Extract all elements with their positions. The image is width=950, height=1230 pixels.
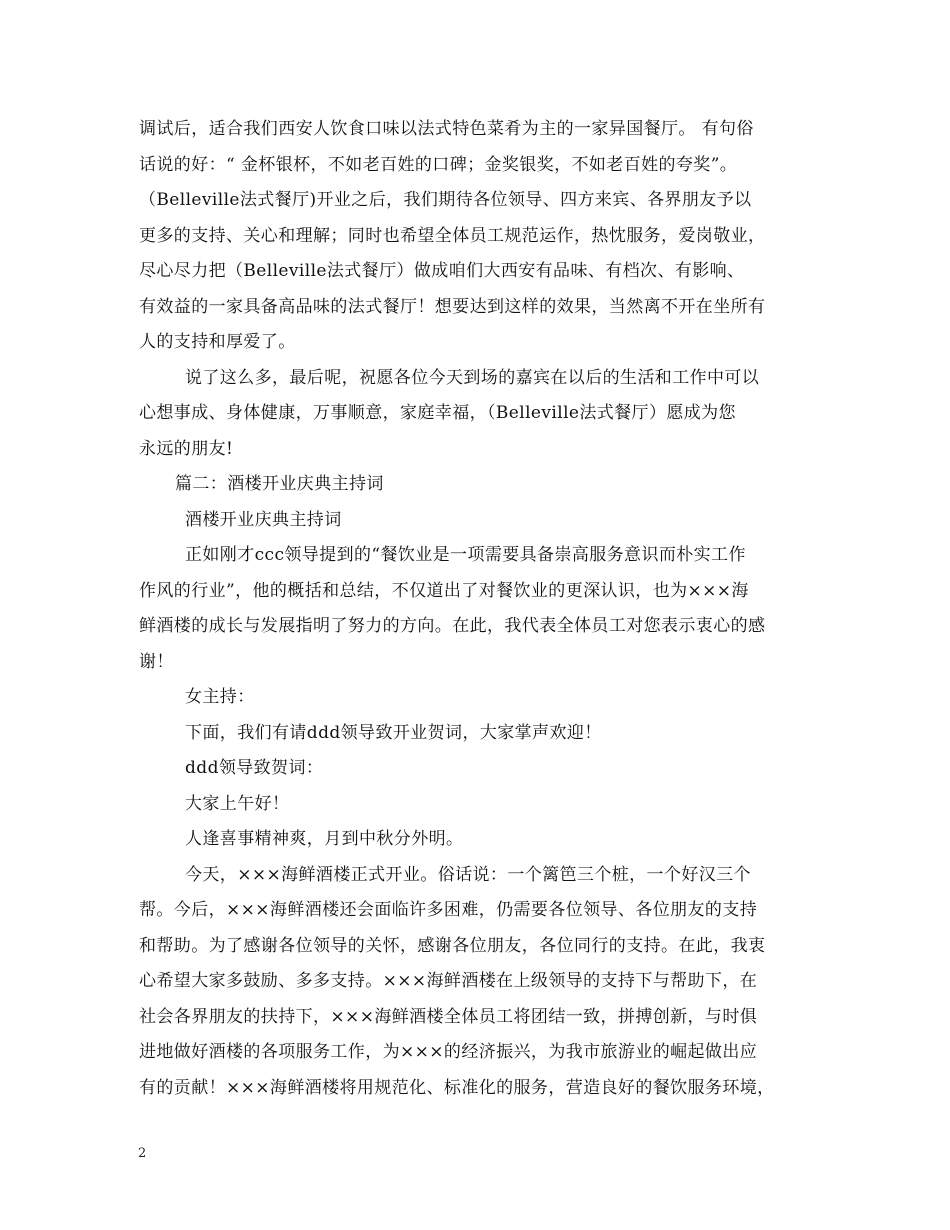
text-line: 有的贡献！×××海鲜酒楼将用规范化、标准化的服务，营造良好的餐饮服务环境， bbox=[139, 1077, 775, 1098]
subsection-heading: 酒楼开业庆典主持词 bbox=[185, 509, 342, 530]
speaker-label: ddd领导致贺词： bbox=[185, 758, 324, 778]
text-line: 心想事成、身体健康，万事顺意，家庭幸福，（Belleville法式餐厅）愿成为您 bbox=[139, 403, 736, 423]
speaker-label: 女主持： bbox=[185, 687, 255, 707]
document-body bbox=[139, 112, 819, 1106]
text-line: 进地做好酒楼的各项服务工作，为×××的经济振兴，为我市旅游业的崛起做出应 bbox=[139, 1042, 758, 1062]
text-line: 作风的行业”，他的概括和总结，不仅道出了对餐饮业的更深认识，也为×××海 bbox=[139, 580, 749, 601]
text-line: 鲜酒楼的成长与发展指明了努力的方向。在此，我代表全体员工对您表示衷心的感 bbox=[139, 616, 766, 636]
text-line: （Belleville法式餐厅)开业之后，我们期待各位领导、四方来宾、各界朋友予以 bbox=[139, 190, 752, 210]
text-line: 话说的好：“ 金杯银杯，不如老百姓的口碑；金奖银奖，不如老百姓的夸奖”。 bbox=[139, 154, 738, 175]
text-line: 正如刚才ccc领导提到的“餐饮业是一项需要具备崇高服务意识而朴实工作 bbox=[185, 545, 746, 565]
text-line: 大家上午好！ bbox=[185, 793, 290, 814]
section-heading: 篇二：酒楼开业庆典主持词 bbox=[175, 474, 384, 494]
text-line: 帮。今后，×××海鲜酒楼还会面临许多困难，仍需要各位领导、各位朋友的支持 bbox=[139, 900, 758, 920]
text-line: 说了这么多，最后呢，祝愿各位今天到场的嘉宾在以后的生活和工作中可以 bbox=[185, 367, 760, 388]
text-line: 今天，×××海鲜酒楼正式开业。俗话说：一个篱笆三个桩，一个好汉三个 bbox=[185, 864, 751, 885]
text-line: 心希望大家多鼓励、多多支持。×××海鲜酒楼在上级领导的支持下与帮助下，在 bbox=[139, 971, 758, 991]
text-line: 下面，我们有请ddd领导致开业贺词，大家掌声欢迎！ bbox=[185, 722, 602, 743]
page-number: 2 bbox=[138, 1146, 147, 1161]
text-line: 和帮助。为了感谢各位领导的关怀，感谢各位朋友，各位同行的支持。在此，我衷 bbox=[139, 935, 766, 956]
text-line: 人逢喜事精神爽，月到中秋分外明。 bbox=[185, 829, 464, 849]
text-line: 社会各界朋友的扶持下，×××海鲜酒楼全体员工将团结一致，拼搏创新，与时俱 bbox=[139, 1006, 758, 1027]
text-line: 永远的朋友! bbox=[139, 438, 234, 459]
text-line: 人的支持和厚爱了。 bbox=[139, 332, 296, 352]
text-line: 有效益的一家具备高品味的法式餐厅！想要达到这样的效果，当然离不开在坐所有 bbox=[139, 296, 766, 317]
text-line: 谢！ bbox=[139, 651, 174, 672]
text-line: 调试后，适合我们西安人饮食口味以法式特色菜肴为主的一家异国餐厅。 有句俗 bbox=[139, 119, 754, 139]
text-line: 尽心尽力把（Belleville法式餐厅）做成咱们大西安有品味、有档次、有影响、 bbox=[139, 261, 745, 281]
text-line: 更多的支持、关心和理解；同时也希望全体员工规范运作，热忱服务，爱岗敬业， bbox=[139, 225, 766, 246]
